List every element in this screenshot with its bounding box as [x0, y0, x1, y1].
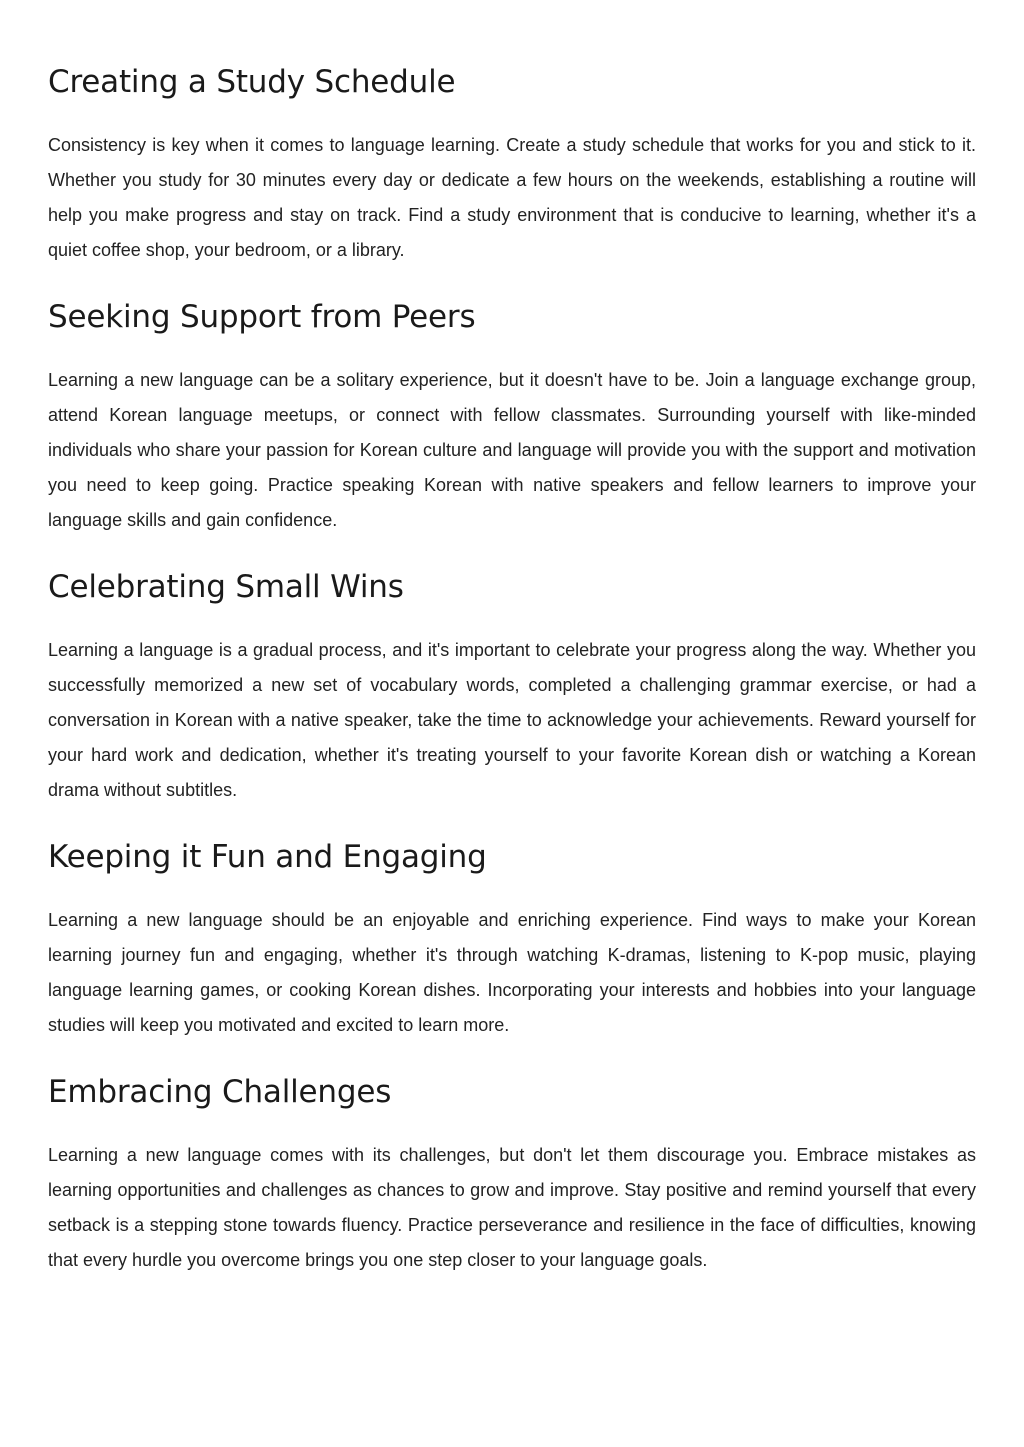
document-page	[48, 0, 976, 1278]
section-heading: Seeking Support from Peers	[48, 299, 476, 335]
section-fun-engaging	[48, 837, 976, 1043]
section-embracing-challenges	[48, 1072, 976, 1278]
section-heading: Creating a Study Schedule	[48, 64, 456, 100]
section-paragraph: Learning a language is a gradual process, and it's important to celebrate your progress along the way. Whether you successfully memorized a new set of vocabulary words, completed a challenging grammar exercise, or had a conversation in Korean with a native speaker, take the time to acknowledge your achievements. Reward yourself for your hard work and dedication, whether it's treating yourself to your favorite Korean dish or watching a Korean drama without subtitles.	[48, 640, 976, 800]
section-peer-support	[48, 297, 976, 538]
section-heading: Embracing Challenges	[48, 1074, 392, 1110]
section-small-wins	[48, 567, 976, 808]
section-paragraph: Learning a new language comes with its challenges, but don't let them discourage you. Embrace mistakes as learning opportunities and challenges as chances to grow and improve. Stay positive and remind yourself that every setback is a stepping stone towards fluency. Practice perseverance and resilience in the face of difficulties, knowing that every hurdle you overcome brings you one step closer to your language goals.	[48, 1145, 976, 1270]
section-paragraph: Consistency is key when it comes to language learning. Create a study schedule that works for you and stick to it. Whether you study for 30 minutes every day or dedicate a few hours on the weekends, establishing a routine will help you make progress and stay on track. Find a study environment that is conducive to learning, whether it's a quiet coffee shop, your bedroom, or a library.	[48, 135, 976, 260]
section-heading: Keeping it Fun and Engaging	[48, 839, 487, 875]
section-paragraph: Learning a new language can be a solitary experience, but it doesn't have to be. Join a language exchange group, attend Korean language meetups, or connect with fellow classmates. Surrounding yourself with like-minded individuals who share your passion for Korean culture and language will provide you with the support and motivation you need to keep going. Practice speaking Korean with native speakers and fellow learners to improve your language skills and gain confidence.	[48, 370, 976, 530]
section-heading: Celebrating Small Wins	[48, 569, 404, 605]
section-study-schedule	[48, 62, 976, 268]
section-paragraph: Learning a new language should be an enjoyable and enriching experience. Find ways to make your Korean learning journey fun and engaging, whether it's through watching K-dramas, listening to K-pop music, playing language learning games, or cooking Korean dishes. Incorporating your interests and hobbies into your language studies will keep you motivated and excited to learn more.	[48, 910, 976, 1035]
